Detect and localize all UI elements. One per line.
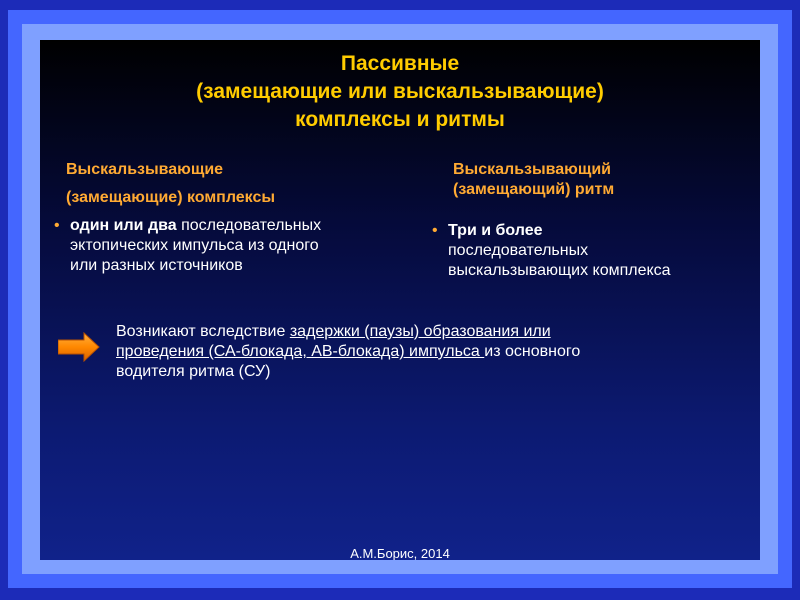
left-heading-line-2: (замещающие) комплексы <box>66 189 276 206</box>
cause-prefix: Возникают вследствие <box>116 323 290 340</box>
title-line-3: комплексы и ритмы <box>295 108 505 131</box>
left-bullet-line-3: или разных источников <box>70 257 243 274</box>
left-heading-line-1: Выскальзывающие <box>66 161 224 178</box>
cause-line-3: водителя ритма (СУ) <box>116 363 271 380</box>
cause-line-2 <box>116 342 716 362</box>
bullet-dot-icon: • <box>432 222 438 239</box>
slide <box>40 40 760 560</box>
right-bullet <box>432 221 748 281</box>
cause-underlined-2: проведения (СА-блокада, АВ-блокада) импульса <box>116 343 485 360</box>
cause-text <box>116 322 716 382</box>
right-heading-line-1: Выскальзывающий <box>453 161 611 178</box>
left-bullet-line-2: эктопических импульса из одного <box>70 237 319 254</box>
left-bullet-bold: один или два <box>70 217 177 234</box>
right-bullet-line-1 <box>448 221 748 241</box>
cause-suffix: из основного <box>484 343 581 360</box>
cause-line-1 <box>116 322 716 342</box>
slide-title <box>40 50 760 134</box>
right-bullet-line-2: последовательных <box>448 242 589 259</box>
left-bullet <box>54 216 410 276</box>
bullet-dot-icon: • <box>54 217 60 234</box>
right-arrow-icon <box>58 332 100 362</box>
title-line-1: Пассивные <box>340 52 460 75</box>
right-bullet-bold: Три и более <box>448 222 543 239</box>
cause-underlined-1: задержки (паузы) образования или <box>289 323 551 340</box>
title-line-2: (замещающие или выскальзывающие) <box>196 80 604 103</box>
right-heading-line-2: (замещающий) ритм <box>453 181 615 198</box>
left-bullet-line-1 <box>70 216 410 236</box>
left-bullet-rest: последовательных <box>176 217 322 234</box>
right-bullet-line-3: выскальзывающих комплекса <box>448 262 671 279</box>
right-heading <box>453 160 614 200</box>
footer-author: А.М.Борис, 2014 <box>350 546 450 560</box>
